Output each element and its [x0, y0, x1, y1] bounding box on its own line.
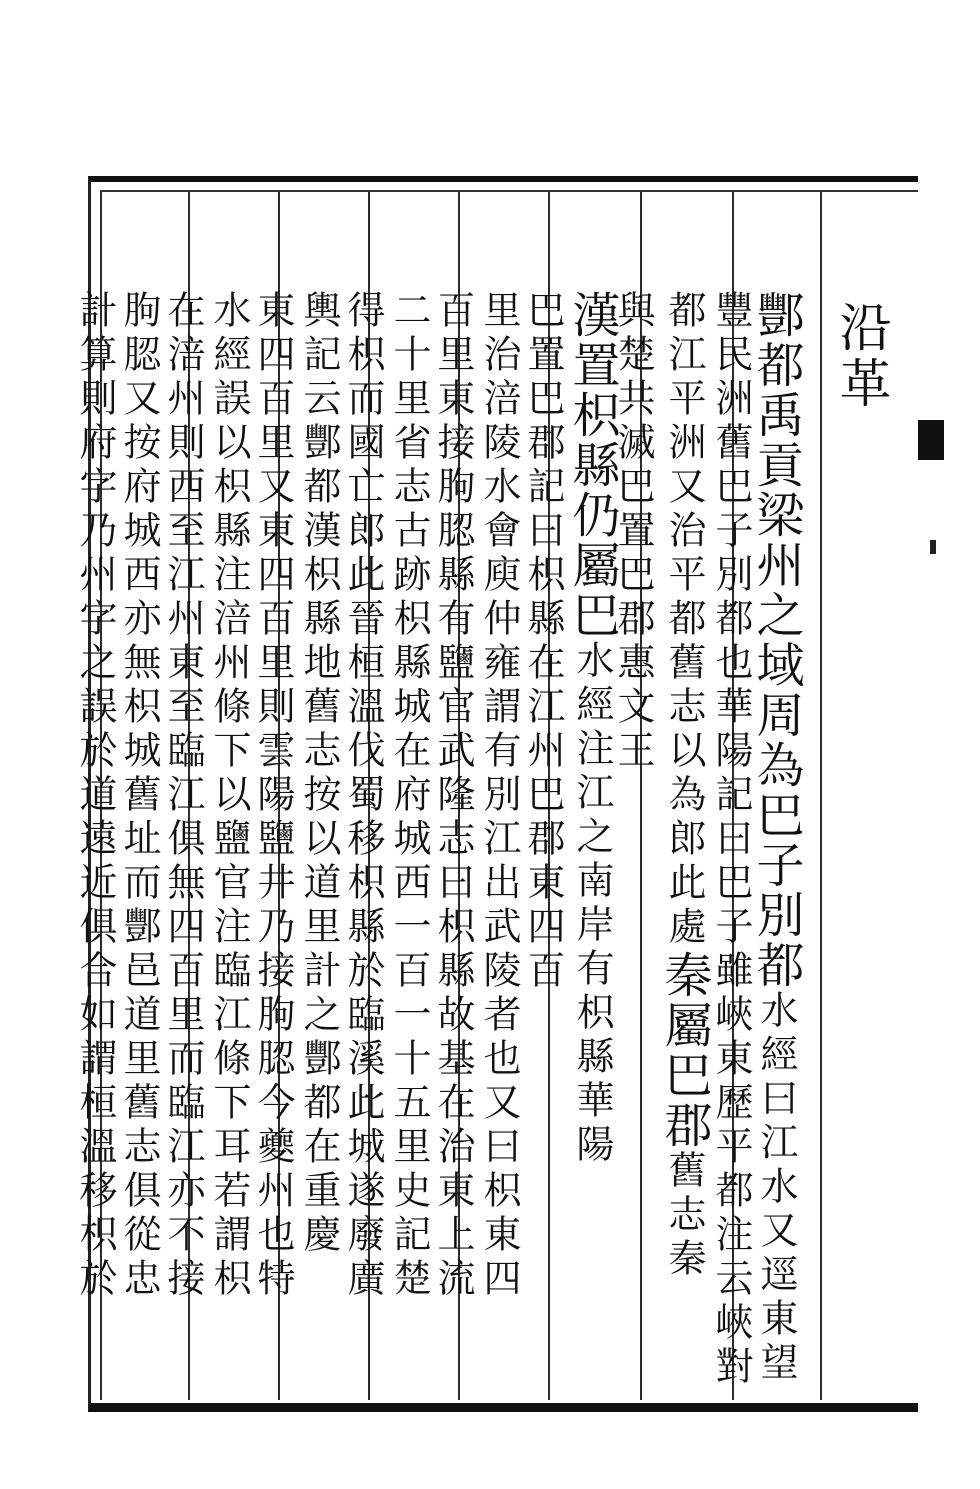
text-segment: 巴置巴郡: [521, 290, 565, 466]
text-segment: 秦屬巴郡: [656, 950, 712, 1150]
text-segment: 豐民洲舊巴子別都也華陽記曰巴子雖峽東歷平都注云峽對: [709, 290, 753, 1390]
text-column: [74, 290, 116, 1302]
text-segment: 漢置枳縣仍屬巴: [564, 290, 620, 640]
text-column: [208, 290, 250, 1302]
text-segment: 得枳而國亡郎此晉桓溫伐蜀移枳縣於臨溪此城遂廢廣: [341, 290, 385, 1302]
text-segment: 都江平洲又治平都舊志以為郎此處: [662, 290, 706, 950]
text-segment: 百里東接朐䏰縣有鹽官武隆志曰枳縣故基在治東上流: [431, 290, 475, 1302]
text-segment: 東四百里又東四百里則雲陽鹽井乃接朐䏰今夔州也特: [251, 290, 295, 1302]
column-rule: [820, 192, 822, 1400]
text-segment: 記曰枳縣在江州巴郡東四百: [521, 466, 565, 994]
text-segment: 水經注江之南岸有枳縣華陽: [570, 640, 614, 1168]
text-segment: 水經誤以枳縣注涪州條下以鹽官注臨江條下耳若謂枳: [207, 290, 251, 1302]
text-segment: 舊志秦: [662, 1150, 706, 1282]
text-segment: 酆都禹貢梁州之域周為巴子別都: [748, 290, 804, 990]
text-segment: 朐䏰又按府城西亦無枳城舊址而酆邑道里舊志俱從忠: [117, 290, 161, 1302]
section-title: 沿革: [830, 300, 890, 412]
text-segment: 計算則府字乃州字之誤於道遠近俱合如謂桓溫移枳於: [73, 290, 117, 1302]
text-segment: 二十里省志古跡枳縣城在府城西一百一十五里史記楚: [387, 290, 431, 1302]
text-column: [342, 290, 384, 1302]
text-column: [478, 290, 520, 1302]
text-column: [564, 290, 620, 1168]
text-column: [298, 290, 340, 1258]
text-segment: 輿記云酆都漢枳縣地: [297, 290, 341, 686]
text-segment: 巴置巴郡: [611, 466, 655, 642]
text-column: [748, 290, 804, 1386]
text-column: [432, 290, 474, 1302]
text-column: [118, 290, 160, 1302]
text-segment: 舊志按以道里計之酆都在重慶: [297, 686, 341, 1258]
text-segment: 水經曰江水又逕東望: [754, 990, 798, 1386]
fore-edge-tick: [930, 540, 936, 554]
fore-edge-mark: [918, 420, 944, 460]
text-column: [252, 290, 294, 1302]
text-segment: 與楚共滅: [611, 290, 655, 466]
text-segment: 里治涪陵水會庾仲雍謂有別江出武陵者也又曰枳東四: [477, 290, 521, 1302]
text-column: [656, 290, 712, 1282]
text-column: [162, 290, 204, 1302]
text-segment: 惠文王: [611, 642, 655, 774]
text-segment: 在涪州則西至江州東至臨江俱無四百里而臨江亦不接: [161, 290, 205, 1302]
text-column: [522, 290, 564, 994]
frame-inner-rule: [100, 190, 918, 192]
text-column: [388, 290, 430, 1302]
text-column: [710, 290, 752, 1390]
